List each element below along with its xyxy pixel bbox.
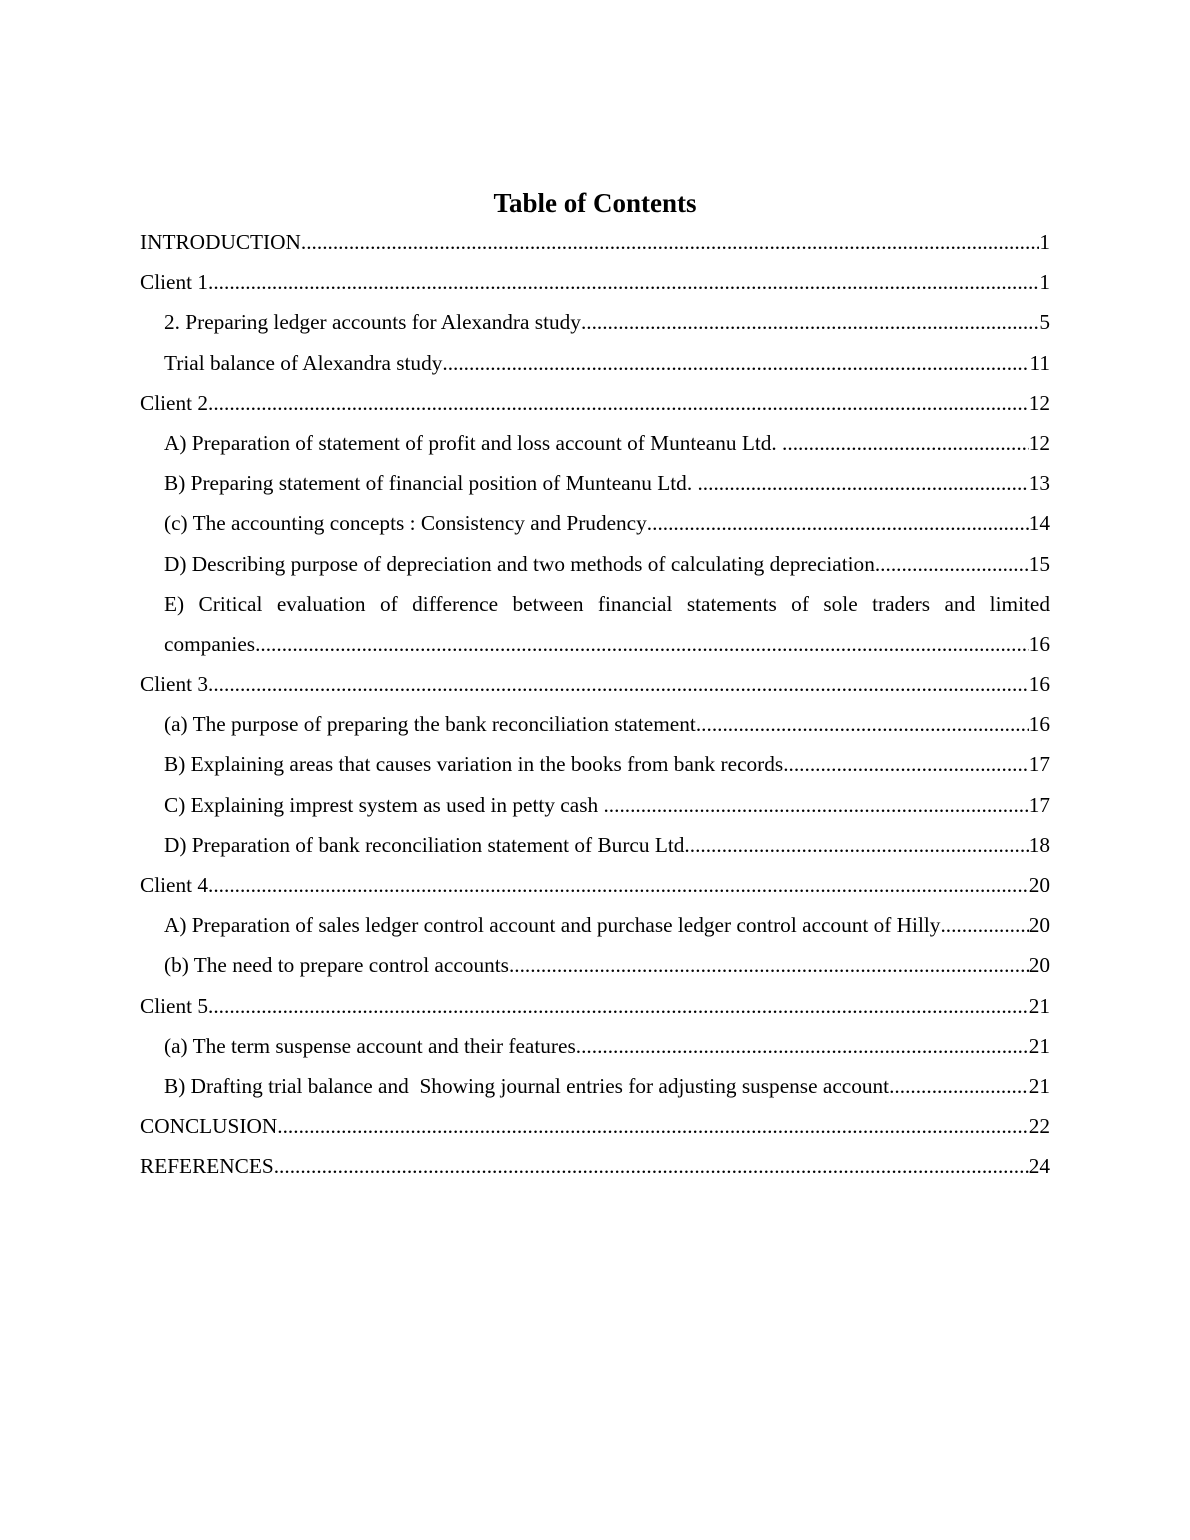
toc-dot-leader: [696, 704, 1029, 744]
toc-page-number: 21: [1028, 1073, 1050, 1098]
toc-entry-text: 2. Preparing ledger accounts for Alexandra study: [164, 310, 581, 335]
toc-entry-text: A) Preparation of sales ledger control account and purchase ledger control account of Hilly: [164, 913, 941, 938]
toc-entry-text: REFERENCES: [140, 1154, 274, 1179]
toc-entry-imprest-system[interactable]: [140, 785, 1050, 825]
toc-entry-suspense-account[interactable]: [140, 1026, 1050, 1066]
toc-dot-leader: [940, 905, 1028, 945]
toc-dot-leader: [255, 624, 1029, 664]
toc-dot-leader: [875, 544, 1029, 584]
toc-entry-text: B) Preparing statement of financial position of Munteanu Ltd.: [164, 471, 698, 496]
toc-entry-financial-position[interactable]: [140, 463, 1050, 503]
toc-entry-client-4[interactable]: [140, 865, 1050, 905]
toc-page-number: 20: [1028, 913, 1050, 938]
toc-entry-bank-reconciliation-purpose[interactable]: [140, 704, 1050, 744]
toc-entry-text: Client 4: [140, 873, 209, 897]
toc-entry-client-2[interactable]: [140, 383, 1050, 423]
toc-entry-accounting-concepts[interactable]: [140, 503, 1050, 543]
toc-page-number: 17: [1028, 792, 1050, 817]
toc-entry-trial-balance[interactable]: [140, 343, 1050, 383]
toc-dot-leader: [889, 1066, 1029, 1106]
toc-dot-leader: [208, 383, 1029, 423]
toc-entry-references[interactable]: [140, 1146, 1050, 1186]
toc-entry-text: (a) The term suspense account and their features: [164, 1033, 576, 1058]
toc-entry-text: Client 1: [140, 270, 209, 295]
toc-entry-ledger-accounts[interactable]: [140, 302, 1050, 342]
toc-dot-leader: [277, 1106, 1028, 1146]
toc-entry-text: B) Drafting trial balance and Showing journal entries for adjusting suspense account: [164, 1073, 890, 1098]
toc-dot-leader: [208, 986, 1029, 1026]
toc-entry-text: D) Preparation of bank reconciliation statement of Burcu Ltd: [164, 832, 685, 857]
toc-dot-leader: [782, 423, 1029, 463]
toc-dot-leader: [603, 785, 1028, 825]
toc-entry-critical-evaluation[interactable]: [140, 584, 1050, 664]
toc-dot-leader: [208, 262, 1039, 302]
toc-dot-leader: [208, 865, 1029, 905]
toc-entry-depreciation[interactable]: [140, 544, 1050, 584]
toc-list: [140, 222, 1050, 1187]
toc-entry-control-accounts-hilly[interactable]: [140, 905, 1050, 945]
toc-page-number: 24: [1028, 1154, 1050, 1179]
toc-page-number: 14: [1028, 511, 1050, 536]
toc-page-number: 20: [1028, 953, 1050, 978]
toc-entry-text: Trial balance of Alexandra study: [164, 350, 443, 375]
toc-entry-text: Client 2: [140, 390, 209, 415]
toc-dot-leader: [509, 945, 1029, 985]
toc-dot-leader: [783, 744, 1029, 784]
toc-dot-leader: [274, 1146, 1029, 1186]
toc-page-number: 13: [1028, 471, 1050, 496]
toc-entry-text-line-2: companies: [164, 631, 256, 656]
toc-dot-leader: [208, 664, 1029, 704]
toc-entry-conclusion[interactable]: [140, 1106, 1050, 1146]
toc-page-number: 22: [1028, 1114, 1050, 1139]
toc-entry-text: A) Preparation of statement of profit and loss account of Munteanu Ltd.: [164, 430, 783, 455]
toc-entry-text: INTRODUCTION: [140, 230, 301, 254]
toc-entry-text: Client 3: [140, 672, 209, 697]
toc-entry-drafting-trial-balance[interactable]: [140, 1066, 1050, 1106]
toc-entry-text: Client 5: [140, 993, 209, 1018]
toc-entry-variation-areas[interactable]: [140, 744, 1050, 784]
toc-title: Table of Contents: [493, 188, 697, 218]
toc-dot-leader: [697, 463, 1028, 503]
toc-entry-client-3[interactable]: [140, 664, 1050, 704]
toc-page-number: 11: [1029, 350, 1050, 375]
toc-entry-introduction[interactable]: [140, 222, 1050, 262]
toc-entry-profit-loss[interactable]: [140, 423, 1050, 463]
toc-entry-text: (c) The accounting concepts : Consistency and Prudency: [164, 511, 647, 536]
toc-page-number: 15: [1028, 551, 1050, 576]
toc-dot-leader: [647, 503, 1029, 543]
toc-page-number: 17: [1028, 752, 1050, 777]
toc-entry-text-line-1: E) Critical evaluation of difference between financial statements of sole traders and limited: [164, 591, 1050, 616]
toc-entry-text: CONCLUSION: [140, 1114, 278, 1139]
toc-entry-text: C) Explaining imprest system as used in petty cash: [164, 792, 604, 817]
toc-page-number: 1: [1039, 270, 1050, 295]
toc-entry-client-5[interactable]: [140, 986, 1050, 1026]
toc-entry-text: B) Explaining areas that causes variation in the books from bank records: [164, 752, 784, 777]
toc-dot-leader: [442, 343, 1029, 383]
toc-entry-text: D) Describing purpose of depreciation and two methods of calculating depreciation: [164, 551, 875, 576]
toc-page-number: 16: [1028, 631, 1050, 656]
toc-dot-leader: [301, 222, 1039, 262]
toc-entry-client-1[interactable]: [140, 262, 1050, 302]
toc-page-number: 12: [1028, 390, 1050, 415]
toc-page-number: 1: [1039, 230, 1050, 254]
toc-entry-text: (a) The purpose of preparing the bank reconciliation statement: [164, 712, 696, 737]
toc-page-number: 12: [1028, 430, 1050, 455]
toc-entry-line-2: [164, 624, 1050, 664]
toc-page-number: 18: [1028, 832, 1050, 857]
toc-page-number: 21: [1028, 1033, 1050, 1058]
toc-page-number: 20: [1028, 873, 1050, 897]
toc-dot-leader: [684, 825, 1028, 865]
toc-page-number: 16: [1028, 712, 1050, 737]
toc-page-number: 5: [1039, 310, 1050, 335]
toc-dot-leader: [581, 302, 1039, 342]
toc-page-number: 16: [1028, 672, 1050, 697]
toc-entry-need-control-accounts[interactable]: [140, 945, 1050, 985]
toc-page-number: 21: [1028, 993, 1050, 1018]
toc-entry-burcu-reconciliation[interactable]: [140, 825, 1050, 865]
toc-dot-leader: [576, 1026, 1029, 1066]
toc-entry-text: (b) The need to prepare control accounts: [164, 953, 509, 978]
